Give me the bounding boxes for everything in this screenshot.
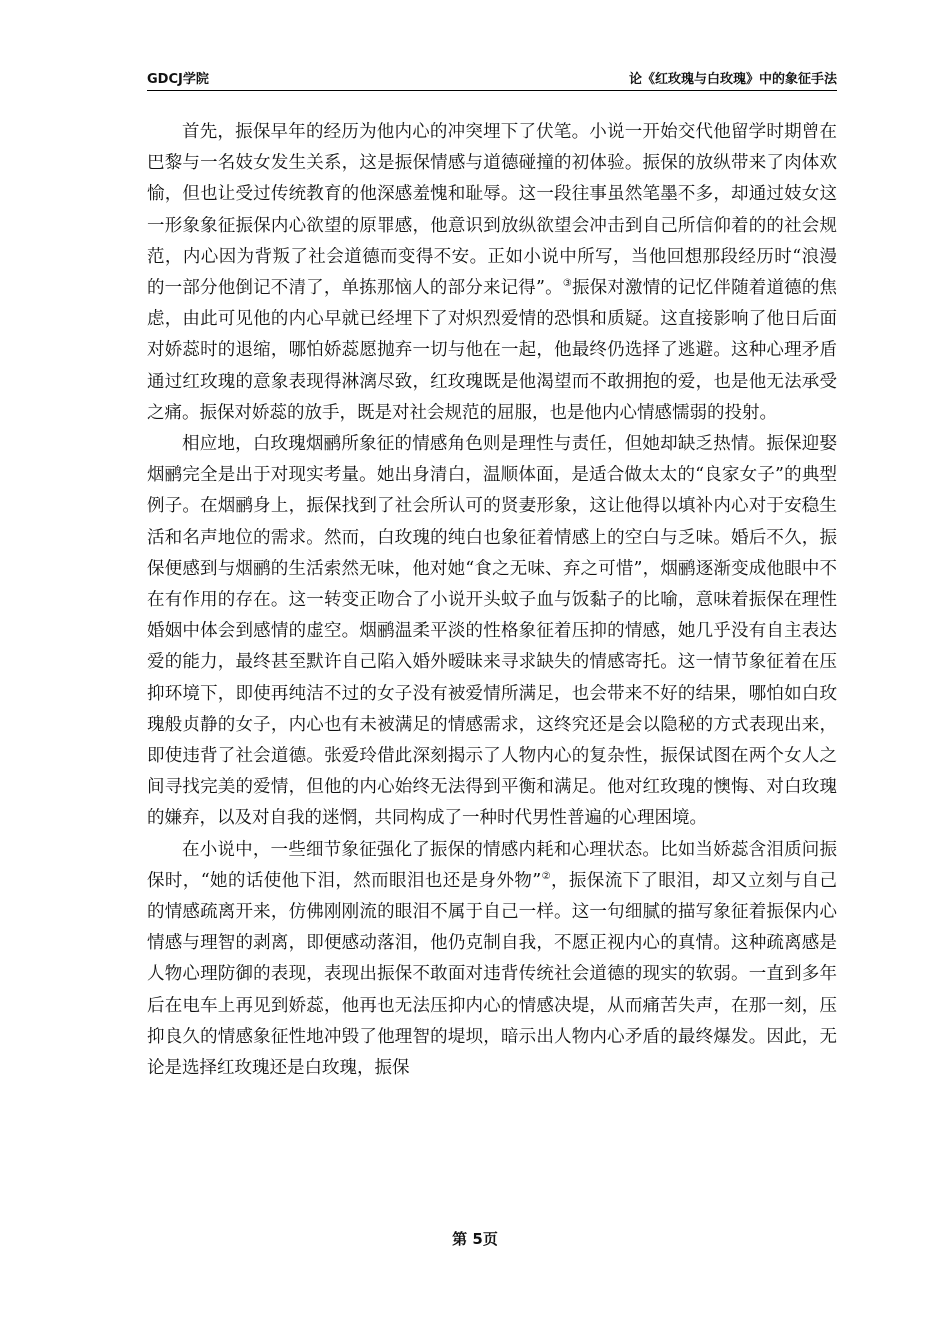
footnote-marker: ③	[562, 278, 572, 290]
paragraph-3	[147, 835, 837, 1085]
page-number: 第 5页	[452, 1230, 498, 1248]
paragraph-3-text-b: ，振保流下了眼泪，却又立刻与自己的情感疏离开来，仿佛刚刚流的眼泪不属于自己一样。这一句细腻的描写象征着振保内心情感与理智的剥离，即便感动落泪，他仍克制自我，不愿正视内心的真情。这种疏离感是人物心理防御的表现，表现出振保不敢面对违背传统社会道德的现实的软弱。一直到多年后在电车上再见到娇蕊，他再也无法压抑内心的情感决堤，从而痛苦失声，在那一刻，压抑良久的情感象征性地冲毁了他理智的堤坝，暗示出人物内心矛盾的最终爆发。因此，无论是选择红玫瑰还是白玫瑰，振保	[147, 870, 838, 1079]
header-paper-title: 论《红玫瑰与白玫瑰》中的象征手法	[628, 72, 837, 87]
page-header	[147, 66, 837, 91]
footnote-marker: ②	[541, 871, 551, 883]
paragraph-1-text-a: 首先，振保早年的经历为他内心的冲突埋下了伏笔。小说一开始交代他留学时期曾在巴黎与一名妓女发生关系，这是振保情感与道德碰撞的初体验。振保的放纵带来了肉体欢愉，但也让受过传统教育的他深感羞愧和耻辱。这一段往事虽然笔墨不多，却通过妓女这一形象象征振保内心欲望的原罪感，他意识到放纵欲望会冲击到自己所信仰着的的社会规范，内心因为背叛了社会道德而变得不安。正如小说中所写，当他回想那段经历时“浪漫的一部分他倒记不清了，单拣那恼人的部分来记得”。	[147, 122, 837, 299]
paragraph-2-text: 相应地，白玫瑰烟鹂所象征的情感角色则是理性与责任，但她却缺乏热情。振保迎娶烟鹂完全是出于对现实考量。她出身清白，温顺体面，是适合做太太的“良家女子”的典型例子。在烟鹂身上，振保找到了社会所认可的贤妻形象，这让他得以填补内心对于安稳生活和名声地位的需求。然而，白玫瑰的纯白也象征着情感上的空白与乏味。婚后不久，振保便感到与烟鹂的生活索然无味，他对她“食之无味、弃之可惜”，烟鹂逐渐变成他眼中不在有作用的存在。这一转变正吻合了小说开头蚊子血与饭黏子的比喻，意味着振保在理性婚姻中体会到感情的虚空。烟鹂温柔平淡的性格象征着压抑的情感，她几乎没有自主表达爱的能力，最终甚至默许自己陷入婚外暧昧来寻求缺失的情感寄托。这一情节象征着在压抑环境下，即使再纯洁不过的女子没有被爱情所满足，也会带来不好的结果，哪怕如白玫瑰般贞静的女子，内心也有未被满足的情感需求，这终究还是会以隐秘的方式表现出来，即使违背了社会道德。张爱玲借此深刻揭示了人物内心的复杂性，振保试图在两个女人之间寻找完美的爱情，但他的内心始终无法得到平衡和满足。他对红玫瑰的懊悔、对白玫瑰的嫌弃，以及对自我的迷惘，共同构成了一种时代男性普遍的心理困境。	[147, 434, 837, 829]
paragraph-3-text-a: 在小说中，一些细节象征强化了振保的情感内耗和心理状态。比如当娇蕊含泪质问振保时，“她的话使他下泪，然而眼泪也还是身外物”	[147, 839, 837, 891]
body-text	[147, 117, 837, 1084]
header-institution: GDCJ学院	[147, 72, 209, 87]
paragraph-1	[147, 117, 837, 429]
paragraph-2	[147, 429, 837, 835]
paragraph-1-text-b: 振保对激情的记忆伴随着道德的焦虑，由此可见他的内心早就已经埋下了对炽烈爱情的恐惧和质疑。这直接影响了他日后面对娇蕊时的退缩，哪怕娇蕊愿抛弃一切与他在一起，他最终仍选择了逃避。这种心理矛盾通过红玫瑰的意象表现得淋漓尽致，红玫瑰既是他渴望而不敢拥抱的爱，也是他无法承受之痛。振保对娇蕊的放手，既是对社会规范的屈服，也是他内心情感懦弱的投射。	[147, 278, 838, 423]
